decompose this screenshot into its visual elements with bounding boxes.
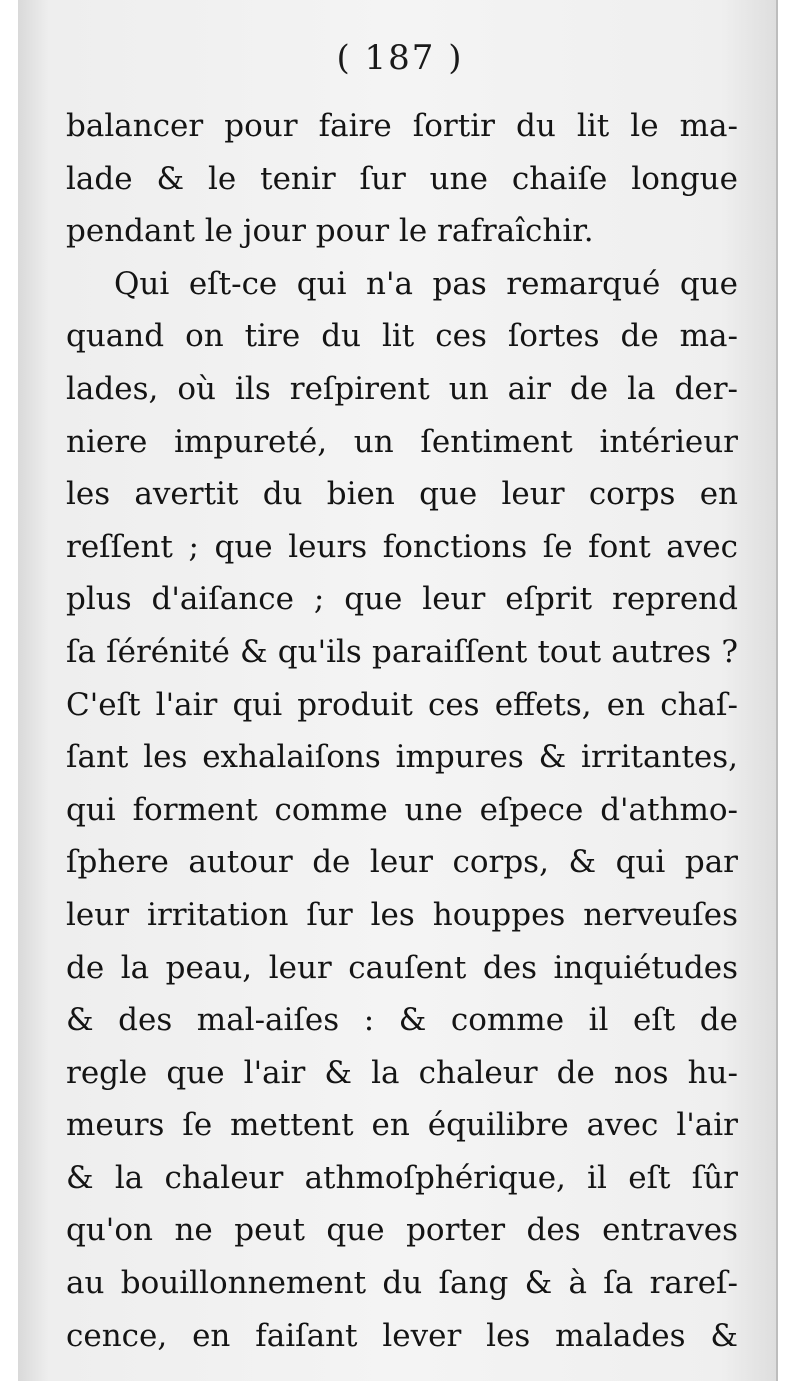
body-text (66, 100, 738, 1362)
text-line: pendant le jour pour le rafraîchir. (66, 213, 594, 250)
text-line: & des mal-aiſes : & comme il eſt de (66, 1002, 738, 1039)
text-line: reſſent ; que leurs fonctions ſe font avec (66, 528, 738, 565)
text-line: qui forment comme une eſpece d'athmo- (66, 791, 738, 828)
text-line: ſphere autour de leur corps, & qui par (66, 844, 738, 881)
text-line: ſa ſérénité & qu'ils paraiſſent tout autres ? (66, 633, 738, 670)
text-line: au bouillonnement du ſang & à ſa rareſ- (66, 1265, 738, 1302)
text-line: meurs ſe mettent en équilibre avec l'air (66, 1107, 738, 1144)
text-line: balancer pour faire ſortir du lit le ma- (66, 108, 738, 144)
text-line: leur irritation ſur les houppes nerveuſes (66, 896, 738, 933)
paragraph-first-line: Qui eſt-ce qui n'a pas remarqué que (114, 265, 738, 302)
text-line: ſant les exhalaiſons impures & irritantes, (66, 739, 738, 776)
text-line: plus d'aiſance ; que leur eſprit reprend (66, 581, 738, 618)
text-line: lades, où ils reſpirent un air de la der- (66, 370, 738, 407)
text-line: cence, en faiſant lever les malades & (66, 1317, 738, 1354)
text-line: qu'on ne peut que porter des entraves (66, 1212, 738, 1249)
text-line: C'eſt l'air qui produit ces effets, en chaſ- (66, 686, 738, 723)
text-line: regle que l'air & la chaleur de nos hu- (66, 1054, 738, 1091)
text-line: les avertit du bien que leur corps en (66, 476, 738, 513)
page-number: ( 187 ) (336, 38, 464, 78)
page-edge (776, 0, 800, 1381)
text-line: lade & le tenir ſur une chaiſe longue (66, 160, 738, 197)
text-line: & la chaleur athmoſphérique, il eſt ſûr (66, 1159, 738, 1196)
text-line: de la peau, leur cauſent des inquiétudes (66, 949, 738, 986)
text-line: quand on tire du lit ces ſortes de ma- (66, 318, 738, 355)
text-line: niere impureté, un ſentiment intérieur (66, 423, 738, 460)
